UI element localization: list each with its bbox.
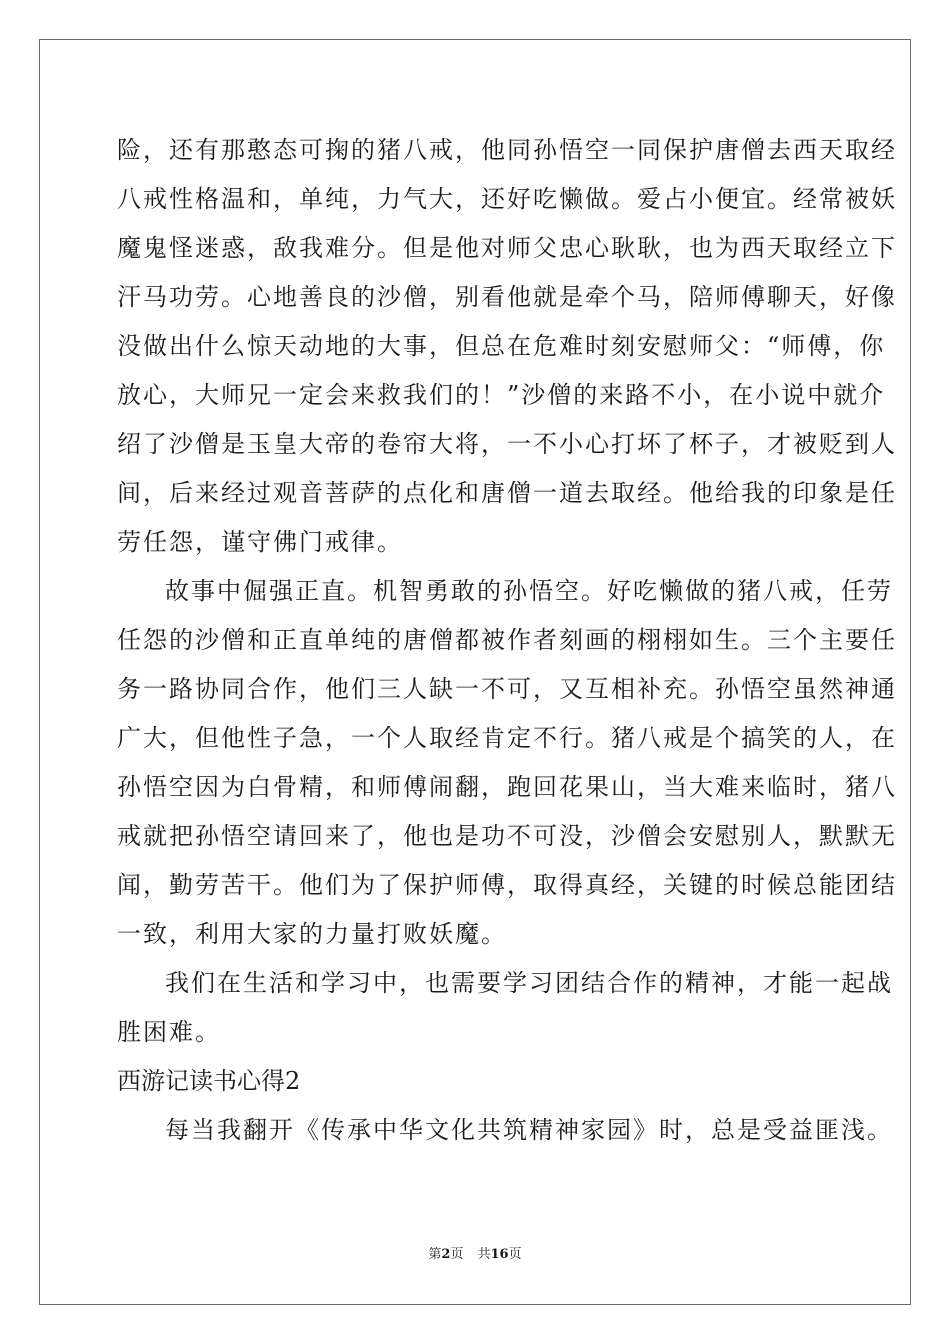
text-line: 险，还有那憨态可掬的猪八戒，他同孙悟空一同保护唐僧去西天取经 (117, 136, 897, 164)
current-page-number: 2 (441, 1247, 451, 1262)
text-line: 故事中倔强正直。机智勇敢的孙悟空。好吃懒做的猪八戒，任劳 (165, 577, 893, 605)
paragraph-4: 每当我翻开《传承中华文化共筑精神家园》时，总是受益匪浅。 (165, 1116, 893, 1144)
text-line: 汗马功劳。心地善良的沙僧，别看他就是牵个马，陪师傅聊天，好像 (117, 283, 897, 311)
text-line: 孙悟空因为白骨精，和师傅闹翻，跑回花果山，当大难来临时，猪八 (117, 773, 897, 801)
document-body (117, 126, 897, 1155)
paragraph-1 (117, 126, 897, 567)
text-line: 戒就把孙悟空请回来了，他也是功不可没，沙僧会安慰别人，默默无 (117, 822, 897, 850)
text-line: 我们在生活和学习中，也需要学习团结合作的精神，才能一起战 (165, 969, 893, 997)
text-line: 劳任怨，谨守佛门戒律。 (117, 528, 403, 556)
text-line: 广大，但他性子急，一个人取经肯定不行。猪八戒是个搞笑的人，在 (117, 724, 897, 752)
text-line: 务一路协同合作，他们三人缺一不可，又互相补充。孙悟空虽然神通 (117, 675, 897, 703)
paragraph-2 (117, 567, 897, 959)
total-suffix: 页 (508, 1247, 522, 1262)
text-line: 任怨的沙僧和正直单纯的唐僧都被作者刻画的栩栩如生。三个主要任 (117, 626, 897, 654)
total-prefix: 共 (477, 1247, 491, 1262)
text-line: 没做出什么惊天动地的大事，但总在危难时刻安慰师父：“师傅，你 (117, 332, 886, 360)
paragraph-3 (117, 959, 893, 1057)
text-line: 放心，大师兄一定会来救我们的！”沙僧的来路不小，在小说中就介 (117, 381, 886, 409)
text-line: 间，后来经过观音菩萨的点化和唐僧一道去取经。他给我的印象是任 (117, 479, 897, 507)
text-line: 八戒性格温和，单纯，力气大，还好吃懒做。爱占小便宜。经常被妖 (117, 185, 897, 213)
page-footer (0, 1243, 950, 1262)
section-heading: 西游记读书心得2 (117, 1067, 301, 1095)
text-line: 闻，勤劳苦干。他们为了保护师傅，取得真经，关键的时候总能团结 (117, 871, 897, 899)
text-line: 一致，利用大家的力量打败妖魔。 (117, 920, 507, 948)
text-line: 魔鬼怪迷惑，敌我难分。但是他对师父忠心耿耿，也为西天取经立下 (117, 234, 897, 262)
page-suffix: 页 (450, 1247, 464, 1262)
text-line: 胜困难。 (117, 1018, 221, 1046)
page-prefix: 第 (428, 1247, 442, 1262)
text-line: 绍了沙僧是玉皇大帝的卷帘大将，一不小心打坏了杯子，才被贬到人 (117, 430, 897, 458)
total-page-count: 16 (490, 1247, 509, 1262)
